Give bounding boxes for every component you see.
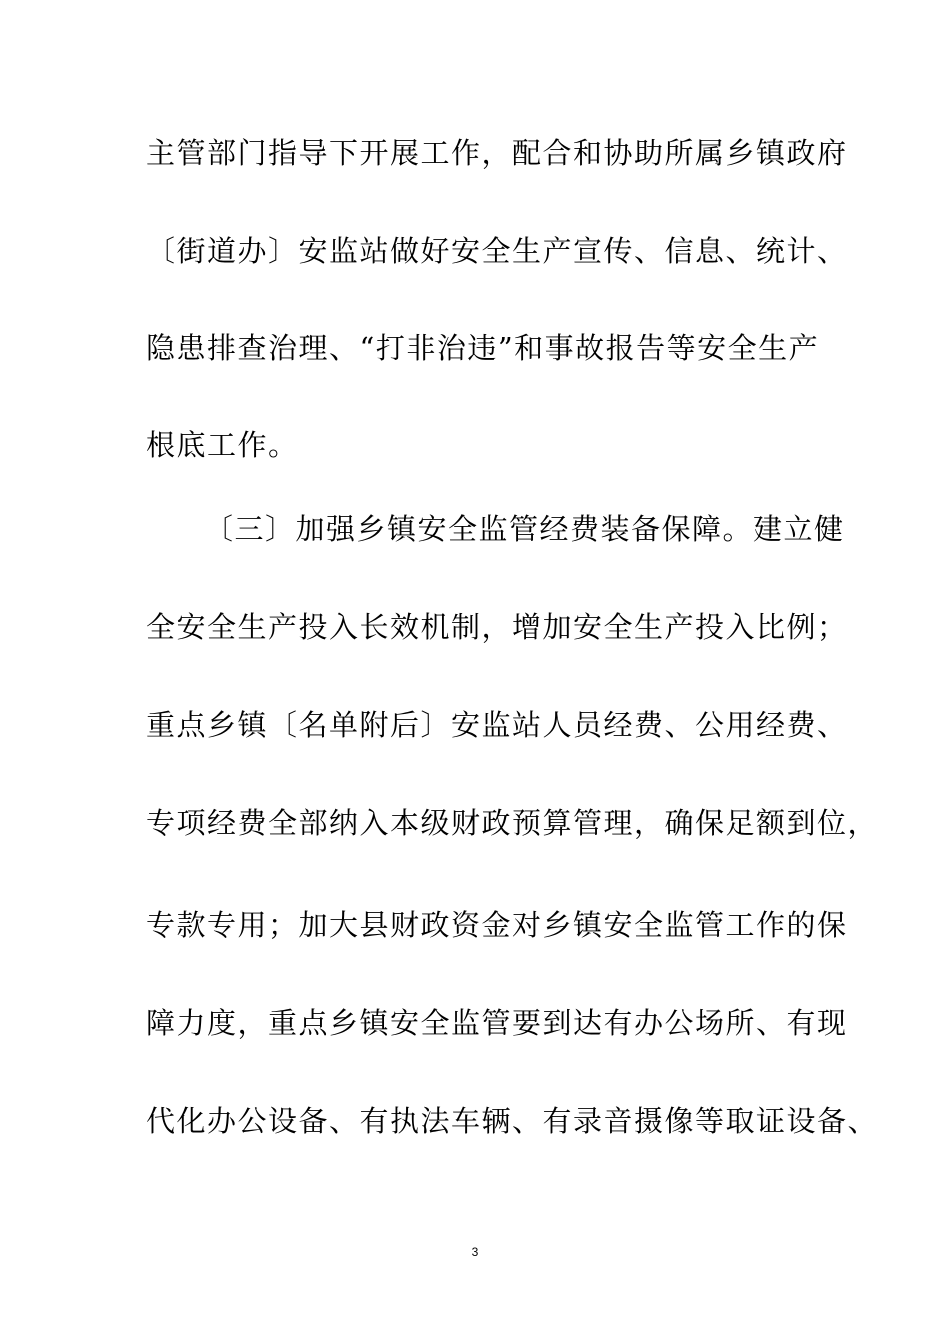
body-text-line: 专款专用；加大县财政资金对乡镇安全监管工作的保 — [146, 908, 848, 942]
body-text-line: 全安全生产投入长效机制，增加安全生产投入比例； — [146, 610, 848, 644]
body-text-line: 重点乡镇〔名单附后〕安监站人员经费、公用经费、 — [146, 708, 848, 742]
body-text-line: 主管部门指导下开展工作，配合和协助所属乡镇政府 — [146, 136, 848, 170]
page-number: 3 — [471, 1245, 479, 1259]
section-heading-line: 〔三〕加强乡镇安全监管经费装备保障。建立健 — [204, 512, 845, 546]
body-text-line: 障力度，重点乡镇安全监管要到达有办公场所、有现 — [146, 1006, 848, 1040]
body-text-line: 隐患排查治理、“打非治违”和事故报告等安全生产 — [146, 331, 820, 365]
body-text-line: 专项经费全部纳入本级财政预算管理，确保足额到位， — [146, 806, 879, 840]
body-text-line: 根底工作。 — [146, 428, 299, 462]
body-text-line: 代化办公设备、有执法车辆、有录音摄像等取证设备、 — [146, 1104, 879, 1138]
body-text-line: 〔街道办〕安监站做好安全生产宣传、信息、统计、 — [146, 234, 848, 268]
